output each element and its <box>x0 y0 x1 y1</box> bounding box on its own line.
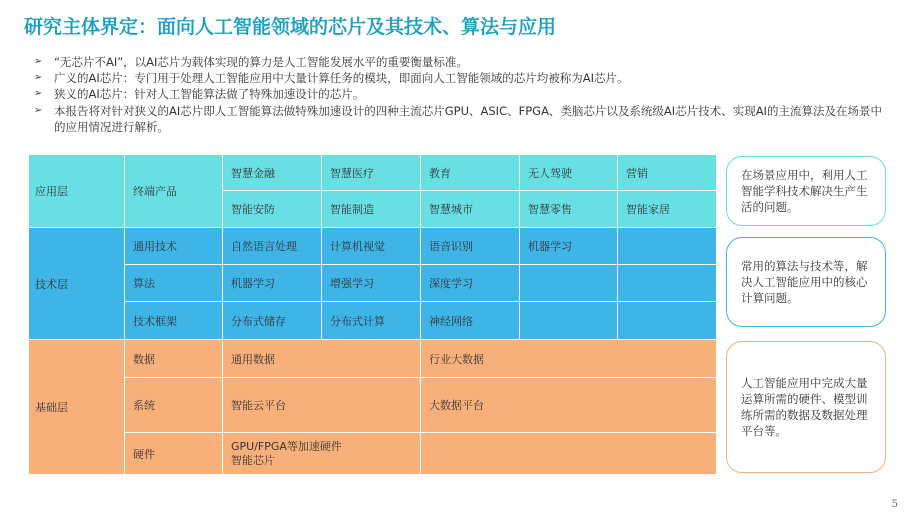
bubble-text: 常用的算法与技术等，解决人工智能应用中的核心计算问题。 <box>741 259 868 305</box>
table-cell: 教育 <box>421 155 520 191</box>
ai-chip-layer-table <box>28 154 717 475</box>
table-cell: 深度学习 <box>421 265 520 302</box>
category-system: 系统 <box>125 378 223 433</box>
table-cell: 分布式计算 <box>322 302 421 340</box>
foundation-row-2 <box>29 378 717 433</box>
table-cell: 智能家居 <box>618 191 717 228</box>
foundation-row-1 <box>29 340 717 378</box>
bullet-item <box>34 103 886 135</box>
category-terminal-products: 终端产品 <box>125 155 223 228</box>
category-hardware: 硬件 <box>125 433 223 475</box>
arrow-bullet-icon: ➢ <box>34 72 43 84</box>
table-cell: 语音识别 <box>421 228 520 265</box>
table-cell: 智慧零售 <box>520 191 618 228</box>
table-cell: 智能制造 <box>322 191 421 228</box>
bullet-text: 广义的AI芯片：专门用于处理人工智能应用中大量计算任务的模块，即面向人工智能领域的芯片均被称为AI芯片。 <box>54 71 629 86</box>
category-data: 数据 <box>125 340 223 378</box>
table-cell: 机器学习 <box>520 228 618 265</box>
layer-label-application: 应用层 <box>29 155 125 228</box>
technology-row-2 <box>29 265 717 302</box>
application-row-1 <box>29 155 717 191</box>
bullet-list <box>34 54 886 135</box>
table-cell: 无人驾驶 <box>520 155 618 191</box>
table-cell: 自然语言处理 <box>223 228 322 265</box>
table-cell: 机器学习 <box>223 265 322 302</box>
technology-note-bubble <box>726 237 886 327</box>
table-cell: 营销 <box>618 155 717 191</box>
table-cell <box>421 433 717 475</box>
table-cell: 智能云平台 <box>223 378 421 433</box>
bullet-item <box>34 86 886 102</box>
table-cell: 分布式储存 <box>223 302 322 340</box>
table-cell <box>520 302 618 340</box>
foundation-note-bubble <box>726 341 886 473</box>
layer-label-foundation: 基础层 <box>29 340 125 475</box>
page-title: 研究主体界定：面向人工智能领域的芯片及其技术、算法与应用 <box>24 16 557 38</box>
bubble-text: 在场景应用中，利用人工智能学科技术解决生产生活的问题。 <box>741 168 868 214</box>
application-note-bubble <box>726 156 886 226</box>
table-cell: 通用数据 <box>223 340 421 378</box>
arrow-bullet-icon: ➢ <box>34 56 43 67</box>
category-general-tech: 通用技术 <box>125 228 223 265</box>
table-cell: GPU/FPGA等加速硬件 智能芯片 <box>223 433 421 475</box>
arrow-bullet-icon: ➢ <box>34 88 43 100</box>
bullet-text: 本报告将对针对狭义的AI芯片即人工智能算法做特殊加速设计的四种主流芯片GPU、ASIC、FPGA、类脑芯片以及系统级AI芯片技术、实现AI的主流算法及在场景中的应用情况进行解析。 <box>54 103 882 134</box>
table-cell: 智慧医疗 <box>322 155 421 191</box>
technology-row-3 <box>29 302 717 340</box>
table-cell: 神经网络 <box>421 302 520 340</box>
table-cell <box>520 265 618 302</box>
table-cell: 行业大数据 <box>421 340 717 378</box>
layer-label-technology: 技术层 <box>29 228 125 340</box>
table-cell: 智慧金融 <box>223 155 322 191</box>
foundation-row-3 <box>29 433 717 475</box>
table-cell <box>618 228 717 265</box>
bullet-text: “无芯片不AI”，以AI芯片为载体实现的算力是人工智能发展水平的重要衡量标准。 <box>54 55 468 69</box>
technology-row-1 <box>29 228 717 265</box>
bullet-item <box>34 54 886 70</box>
table-cell: 智慧城市 <box>421 191 520 228</box>
category-algorithm: 算法 <box>125 265 223 302</box>
table-cell <box>618 265 717 302</box>
table-cell: 计算机视觉 <box>322 228 421 265</box>
table-cell: 增强学习 <box>322 265 421 302</box>
arrow-bullet-icon: ➢ <box>34 104 43 116</box>
table-cell: 智能安防 <box>223 191 322 228</box>
table-cell <box>618 302 717 340</box>
table-cell: 大数据平台 <box>421 378 717 433</box>
page-number: 5 <box>891 499 898 510</box>
bubble-text: 人工智能应用中完成大量运算所需的硬件、模型训练所需的数据及数据处理平台等。 <box>741 376 868 438</box>
category-framework: 技术框架 <box>125 302 223 340</box>
bullet-text: 狭义的AI芯片：针对人工智能算法做了特殊加速设计的芯片。 <box>54 87 365 102</box>
bullet-item <box>34 70 886 86</box>
